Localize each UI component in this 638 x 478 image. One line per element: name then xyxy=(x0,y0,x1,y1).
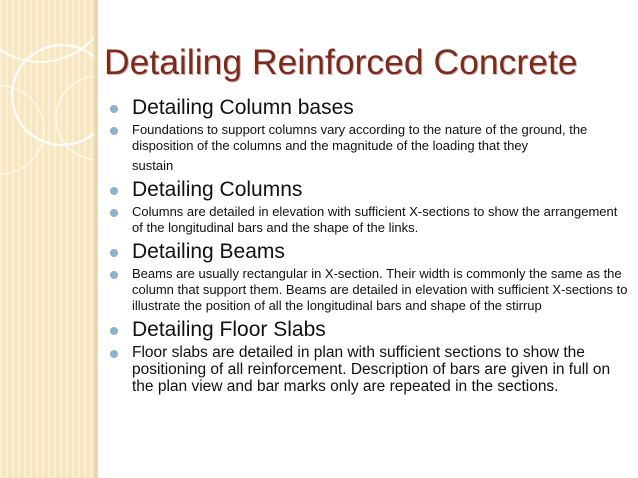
bullet-dot-icon xyxy=(110,271,118,279)
bullet-heading-floor-slabs xyxy=(108,318,628,342)
decorative-circles xyxy=(0,0,98,478)
bullet-text: Beams are usually rectangular in X-section. Their width is commonly the same as the column that support them. Beams are detailed in elevation with sufficient X-sections to illustrate the position of all the longitudinal bars and shape of the stirrup xyxy=(132,266,628,313)
bullet-dot-icon xyxy=(110,209,118,217)
bullet-dot-icon xyxy=(110,127,118,135)
bullet-heading-beams xyxy=(108,240,628,264)
bullet-text: Foundations to support columns vary according to the nature of the ground, the disposition of the columns and the magnitude of the loading that they xyxy=(132,122,588,153)
bullet-body-beams xyxy=(108,266,628,314)
bullet-body-columns xyxy=(108,204,628,236)
bullet-text: Detailing Columns xyxy=(132,178,303,201)
slide-title: Detailing Reinforced Concrete xyxy=(104,42,578,82)
bullet-body-foundations xyxy=(108,122,628,174)
bullet-dot-icon xyxy=(110,327,118,335)
bullet-text: Detailing Floor Slabs xyxy=(132,318,326,341)
bullet-text: Floor slabs are detailed in plan with sufficient sections to show the positioning of all reinforcement. Description of bars are given in full on the plan view and bar marks only are repeated in the sections. xyxy=(132,344,611,395)
bullet-text: Detailing Beams xyxy=(132,240,285,263)
bullet-text: Columns are detailed in elevation with sufficient X-sections to show the arrangement of the longitudinal bars and the shape of the links. xyxy=(132,204,618,235)
side-band-edge xyxy=(94,0,98,478)
bullet-heading-columns xyxy=(108,178,628,202)
bullet-text-tail: sustain xyxy=(132,158,174,173)
bullet-dot-icon xyxy=(110,249,118,257)
decorative-side-band xyxy=(0,0,98,478)
bullet-heading-column-bases xyxy=(108,96,628,120)
bullet-body-floor-slabs xyxy=(108,344,628,395)
bullet-list xyxy=(108,96,628,395)
bullet-dot-icon xyxy=(110,350,118,358)
bullet-dot-icon xyxy=(110,187,118,195)
bullet-dot-icon xyxy=(110,105,118,113)
bullet-text: Detailing Column bases xyxy=(132,96,354,119)
